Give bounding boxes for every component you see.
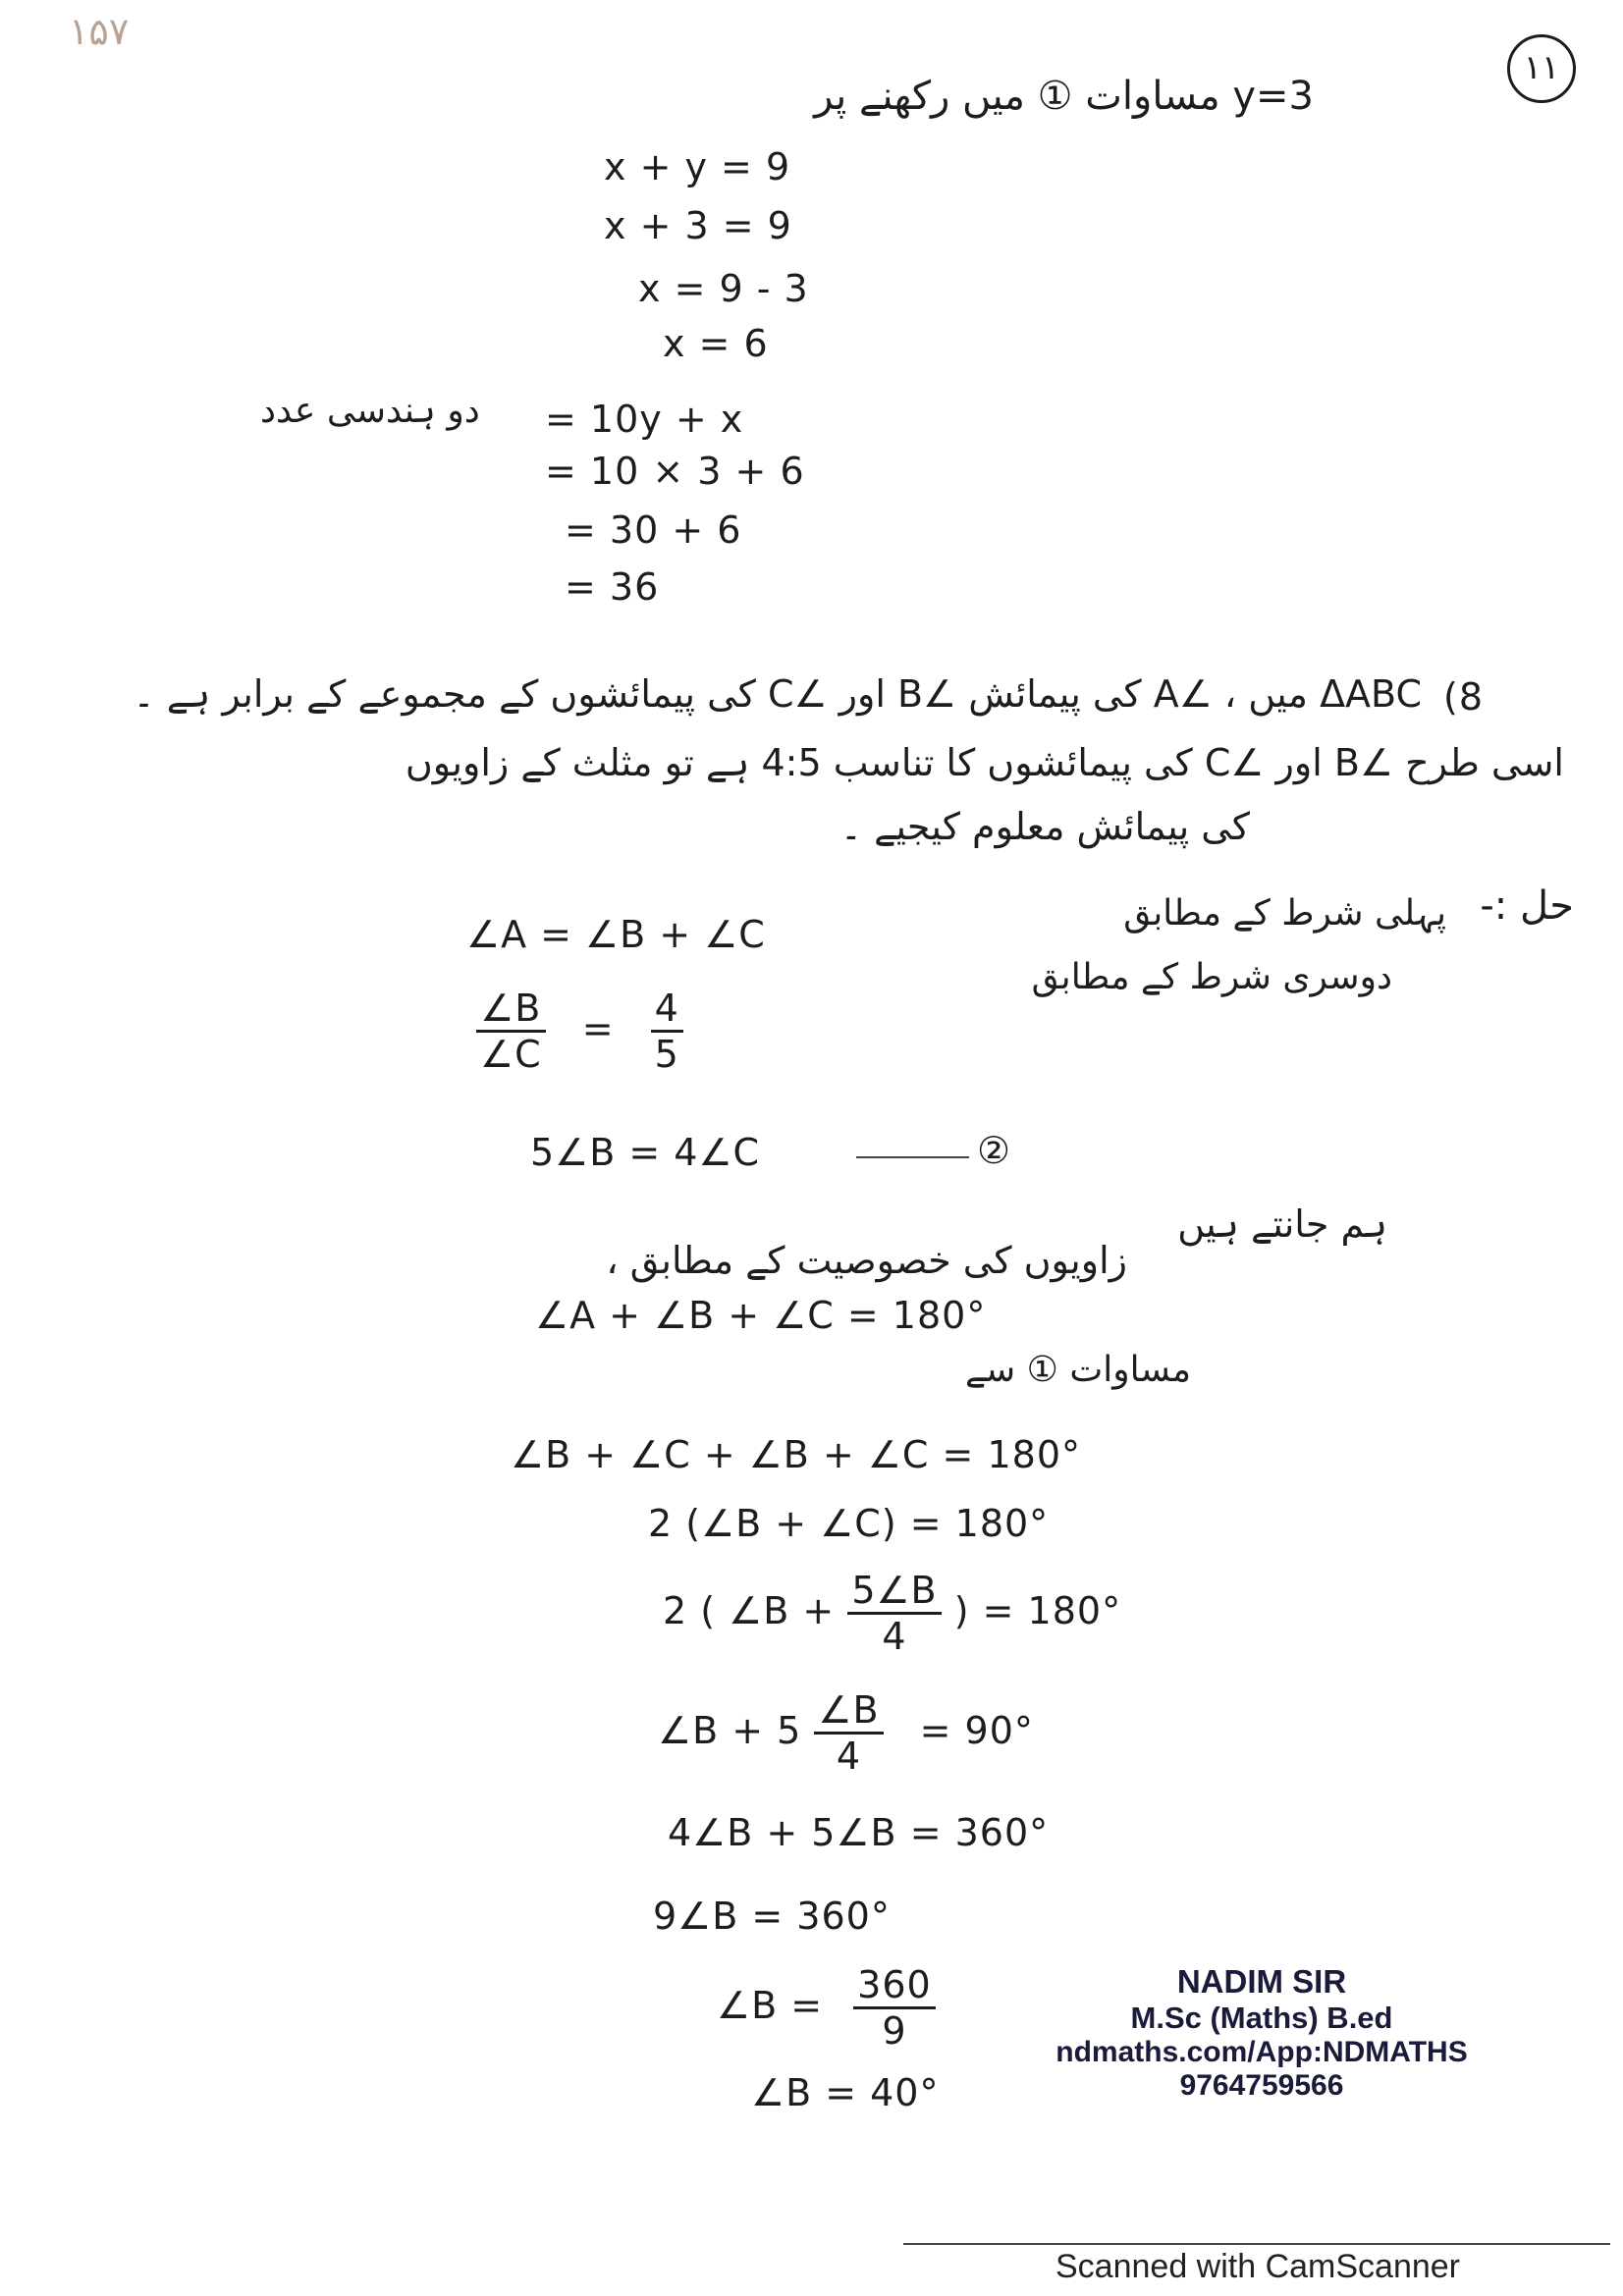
ratio-rhs-fraction (651, 987, 683, 1076)
step-1: ∠B + ∠C + ∠B + ∠C = 180° (511, 1433, 1081, 1476)
step-4-denominator: 4 (836, 1735, 862, 1778)
final-answer: ∠B = 40° (751, 2071, 940, 2114)
step-3-fraction (847, 1569, 941, 1658)
step-4-prefix: ∠B + 5 (658, 1709, 802, 1752)
equation-2-dash (856, 1156, 969, 1158)
step-7-prefix: ∠B = (717, 1984, 824, 2027)
step-4 (658, 1688, 1034, 1778)
we-know-note: ہم جانتے ہیں (1177, 1202, 1387, 1246)
equation-1: ∠A = ∠B + ∠C (466, 913, 766, 956)
author-degree: M.Sc (Maths) B.ed (1130, 2001, 1393, 2035)
question-line-1: ΔABC میں ، ∠A کی پیمائش ∠B اور ∠C کی پیمائشوں کے مجموعے کے برابر ہے ۔ (133, 672, 1422, 716)
angle-sum-equation: ∠A + ∠B + ∠C = 180° (535, 1294, 987, 1337)
step-7 (717, 1963, 936, 2053)
number-line-1: = 10y + x (545, 398, 744, 441)
question-line-2: اسی طرح ∠B اور ∠C کی پیمائشوں کا تناسب 4:5 ہے تو مثلث کے زاویوں (405, 741, 1564, 784)
ratio-equals: = (581, 1007, 615, 1050)
question-line-3: کی پیمائش معلوم کیجیے ۔ (839, 805, 1250, 848)
step-4-numerator: ∠B (814, 1688, 883, 1735)
work-line-1: x + y = 9 (604, 145, 791, 188)
author-watermark (1055, 1963, 1468, 2103)
step-4-suffix: = 90° (919, 1709, 1034, 1752)
ratio-lhs-fraction (476, 987, 546, 1076)
author-phone: 9764759566 (1179, 2069, 1344, 2102)
equation-2: 5∠B = 4∠C (530, 1131, 761, 1174)
author-website: ndmaths.com/App:NDMATHS (1055, 2036, 1468, 2068)
step-7-denominator: 9 (882, 2009, 907, 2053)
work-line-4: x = 6 (663, 322, 769, 365)
solution-label: حل :- (1480, 883, 1574, 929)
two-digit-label: دو ہندسی عدد (260, 391, 480, 431)
ratio-lhs-numerator: ∠B (476, 987, 546, 1033)
number-line-2: = 10 × 3 + 6 (545, 450, 805, 493)
question-number: (8 (1443, 675, 1485, 719)
from-equation-1-note: مساوات ① سے (964, 1350, 1191, 1390)
step-3-numerator: 5∠B (847, 1569, 941, 1615)
step-2: 2 (∠B + ∠C) = 180° (648, 1502, 1050, 1545)
work-line-3: x = 9 - 3 (638, 267, 809, 310)
step-3-suffix: ) = 180° (953, 1589, 1122, 1632)
author-name: NADIM SIR (1176, 1963, 1347, 2000)
ratio-rhs-denominator: 5 (654, 1033, 679, 1076)
footer-rule (903, 2243, 1610, 2245)
step-3-denominator: 4 (882, 1615, 907, 1658)
ratio-equation (476, 987, 683, 1076)
step-7-numerator: 360 (853, 1963, 936, 2009)
equation-2-tag: ② (977, 1129, 1012, 1172)
step-6: 9∠B = 360° (653, 1895, 891, 1938)
step-3-prefix: 2 ( ∠B + (663, 1589, 836, 1632)
number-line-3: = 30 + 6 (565, 508, 742, 552)
page-number: ۱۵۷ (69, 10, 130, 53)
scanner-footer: Scanned with CamScanner (1055, 2248, 1461, 2285)
step-5: 4∠B + 5∠B = 360° (668, 1811, 1050, 1854)
first-condition-note: پہلی شرط کے مطابق (1123, 893, 1446, 934)
number-line-4: = 36 (565, 565, 660, 609)
substitution-heading: y=3 مساوات ① میں رکھنے پر (814, 74, 1314, 119)
step-3 (663, 1569, 1121, 1658)
angle-property-note: زاویوں کی خصوصیت کے مطابق ، (606, 1239, 1127, 1282)
work-line-2: x + 3 = 9 (604, 204, 792, 247)
step-7-fraction (853, 1963, 936, 2053)
second-condition-note: دوسری شرط کے مطابق (1031, 957, 1392, 997)
ratio-lhs-denominator: ∠C (480, 1033, 542, 1076)
step-4-fraction (814, 1688, 883, 1778)
circled-page-number: ۱۱ (1507, 34, 1576, 103)
ratio-rhs-numerator: 4 (651, 987, 683, 1033)
